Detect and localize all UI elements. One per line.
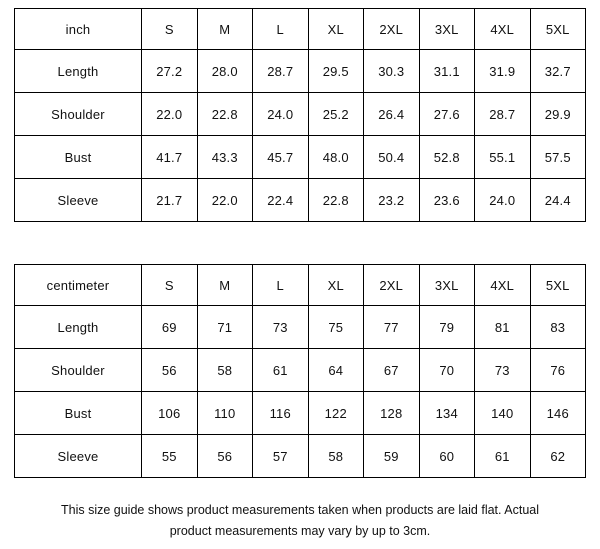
- column-header-xl: XL: [308, 265, 364, 306]
- column-header-4xl: 4XL: [475, 265, 531, 306]
- column-header-s: S: [142, 9, 198, 50]
- cell-value: 58: [308, 435, 364, 478]
- row-label-shoulder: Shoulder: [15, 93, 142, 136]
- cell-value: 61: [475, 435, 531, 478]
- row-label-sleeve: Sleeve: [15, 179, 142, 222]
- cell-value: 128: [364, 392, 420, 435]
- row-label-length: Length: [15, 306, 142, 349]
- cell-value: 28.0: [197, 50, 253, 93]
- cell-value: 43.3: [197, 136, 253, 179]
- cell-value: 26.4: [364, 93, 420, 136]
- cell-value: 83: [530, 306, 586, 349]
- row-label-bust: Bust: [15, 136, 142, 179]
- cell-value: 32.7: [530, 50, 586, 93]
- cell-value: 64: [308, 349, 364, 392]
- cell-value: 41.7: [142, 136, 198, 179]
- column-header-4xl: 4XL: [475, 9, 531, 50]
- cell-value: 57: [253, 435, 309, 478]
- column-header-5xl: 5XL: [530, 265, 586, 306]
- row-label-bust: Bust: [15, 392, 142, 435]
- cell-value: 57.5: [530, 136, 586, 179]
- table-row: [15, 306, 586, 349]
- centimeter-size-table: [14, 264, 586, 478]
- table-row: [15, 50, 586, 93]
- cell-value: 24.0: [253, 93, 309, 136]
- cell-value: 28.7: [253, 50, 309, 93]
- cell-value: 146: [530, 392, 586, 435]
- top-spacer: [14, 0, 586, 8]
- cell-value: 21.7: [142, 179, 198, 222]
- cell-value: 56: [197, 435, 253, 478]
- unit-label-centimeter: centimeter: [15, 265, 142, 306]
- cell-value: 22.0: [142, 93, 198, 136]
- cell-value: 69: [142, 306, 198, 349]
- table-row: [15, 349, 586, 392]
- cell-value: 31.9: [475, 50, 531, 93]
- cell-value: 48.0: [308, 136, 364, 179]
- footnote-line-1: This size guide shows product measurements taken when products are laid flat. Actual: [60, 503, 540, 517]
- cell-value: 45.7: [253, 136, 309, 179]
- inch-size-table: [14, 8, 586, 222]
- cell-value: 56: [142, 349, 198, 392]
- cell-value: 76: [530, 349, 586, 392]
- footnote-line-2: product measurements may vary by up to 3cm.: [169, 524, 431, 539]
- cell-value: 31.1: [419, 50, 475, 93]
- cell-value: 29.9: [530, 93, 586, 136]
- cell-value: 27.6: [419, 93, 475, 136]
- column-header-3xl: 3XL: [419, 265, 475, 306]
- column-header-xl: XL: [308, 9, 364, 50]
- cell-value: 106: [142, 392, 198, 435]
- cell-value: 59: [364, 435, 420, 478]
- cell-value: 73: [253, 306, 309, 349]
- cell-value: 22.8: [197, 93, 253, 136]
- cell-value: 81: [475, 306, 531, 349]
- cell-value: 122: [308, 392, 364, 435]
- table-row: [15, 392, 586, 435]
- cell-value: 28.7: [475, 93, 531, 136]
- cell-value: 24.4: [530, 179, 586, 222]
- table-row: [15, 179, 586, 222]
- row-label-sleeve: Sleeve: [15, 435, 142, 478]
- cell-value: 71: [197, 306, 253, 349]
- cell-value: 110: [197, 392, 253, 435]
- cell-value: 62: [530, 435, 586, 478]
- cell-value: 67: [364, 349, 420, 392]
- table-header-row: [15, 9, 586, 50]
- cell-value: 134: [419, 392, 475, 435]
- column-header-5xl: 5XL: [530, 9, 586, 50]
- column-header-m: M: [197, 9, 253, 50]
- cell-value: 77: [364, 306, 420, 349]
- cell-value: 79: [419, 306, 475, 349]
- cell-value: 70: [419, 349, 475, 392]
- cell-value: 52.8: [419, 136, 475, 179]
- cell-value: 23.2: [364, 179, 420, 222]
- cell-value: 30.3: [364, 50, 420, 93]
- table-row: [15, 435, 586, 478]
- cell-value: 61: [253, 349, 309, 392]
- unit-label-inch: inch: [15, 9, 142, 50]
- cell-value: 60: [419, 435, 475, 478]
- column-header-3xl: 3XL: [419, 9, 475, 50]
- cell-value: 50.4: [364, 136, 420, 179]
- cell-value: 22.4: [253, 179, 309, 222]
- cell-value: 22.8: [308, 179, 364, 222]
- column-header-l: L: [253, 9, 309, 50]
- cell-value: 24.0: [475, 179, 531, 222]
- row-label-length: Length: [15, 50, 142, 93]
- cell-value: 55.1: [475, 136, 531, 179]
- cell-value: 23.6: [419, 179, 475, 222]
- column-header-2xl: 2XL: [364, 9, 420, 50]
- table-gap: [14, 222, 586, 264]
- column-header-2xl: 2XL: [364, 265, 420, 306]
- cell-value: 25.2: [308, 93, 364, 136]
- table-row: [15, 93, 586, 136]
- cell-value: 27.2: [142, 50, 198, 93]
- cell-value: 140: [475, 392, 531, 435]
- cell-value: 55: [142, 435, 198, 478]
- column-header-s: S: [142, 265, 198, 306]
- column-header-l: L: [253, 265, 309, 306]
- cell-value: 75: [308, 306, 364, 349]
- cell-value: 116: [253, 392, 309, 435]
- cell-value: 58: [197, 349, 253, 392]
- cell-value: 73: [475, 349, 531, 392]
- size-guide-footnote: [14, 500, 586, 543]
- cell-value: 22.0: [197, 179, 253, 222]
- column-header-m: M: [197, 265, 253, 306]
- table-row: [15, 136, 586, 179]
- cell-value: 29.5: [308, 50, 364, 93]
- row-label-shoulder: Shoulder: [15, 349, 142, 392]
- table-header-row: [15, 265, 586, 306]
